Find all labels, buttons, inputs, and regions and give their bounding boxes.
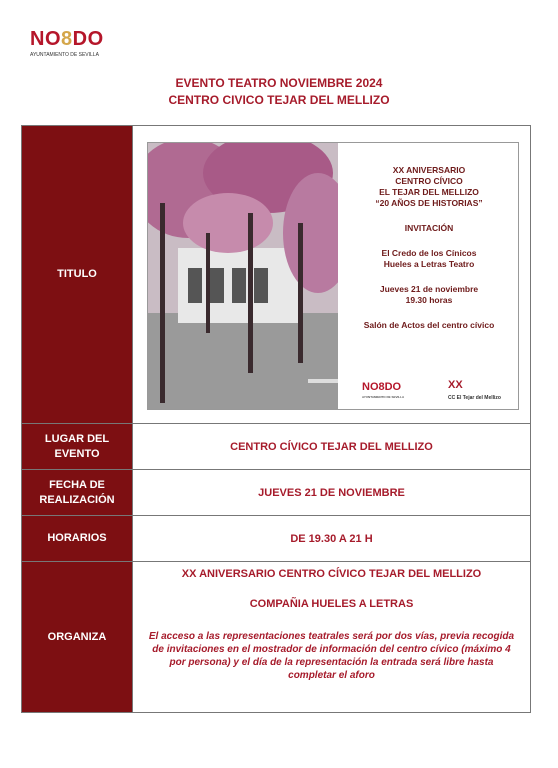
logo-part-b: DO	[72, 28, 104, 50]
label-line: EVENTO	[54, 447, 100, 460]
event-table	[21, 125, 531, 713]
organizer-line-2: COMPAÑIA HUELES A LETRAS	[249, 598, 414, 610]
poster-line: XX ANIVERSARIO	[392, 165, 466, 175]
logo-wordmark	[30, 28, 140, 50]
value-horarios: DE 19.30 A 21 H	[133, 516, 531, 562]
poster-logo-subtitle: AYUNTAMIENTO DE SEVILLA	[362, 395, 405, 399]
poster-line: EL TEJAR DEL MELLIZO	[379, 187, 479, 197]
poster-line: “20 AÑOS DE HISTORIAS”	[375, 198, 483, 208]
poster-time: 19.30 horas	[405, 295, 453, 305]
row-fecha	[22, 470, 531, 516]
poster-photo	[148, 143, 338, 409]
page-title-line1: EVENTO TEATRO NOVIEMBRE 2024	[175, 76, 383, 90]
poster-date: Jueves 21 de noviembre	[379, 284, 479, 294]
event-poster	[147, 142, 519, 410]
poster-text	[340, 143, 518, 331]
poster-line: CENTRO CÍVICO	[395, 176, 463, 186]
label-fecha	[22, 470, 133, 516]
label-horarios: HORARIOS	[22, 516, 133, 562]
poster-venue: Salón de Actos del centro cívico	[363, 320, 495, 330]
logo-eight: 8	[61, 28, 73, 50]
row-organiza	[22, 562, 531, 713]
poster-cell	[133, 126, 531, 424]
organizer-line-1: XX ANIVERSARIO CENTRO CÍVICO TEJAR DEL MELLIZO	[181, 568, 482, 580]
label-organiza: ORGANIZA	[22, 562, 133, 713]
poster-invitation: INVITACIÓN	[404, 223, 454, 233]
label-titulo: TITULO	[22, 126, 133, 424]
logo-subtitle: AYUNTAMIENTO DE SEVILLA	[30, 52, 99, 58]
logo-part-a: NO	[30, 28, 61, 50]
row-lugar	[22, 424, 531, 470]
anniversary-subtitle: CC El Tejar del Mellizo	[448, 395, 501, 401]
row-horarios	[22, 516, 531, 562]
seville-logo	[30, 28, 140, 58]
value-lugar: CENTRO CÍVICO TEJAR DEL MELLIZO	[133, 424, 531, 470]
label-line: FECHA DE	[49, 478, 105, 491]
poster-logo: NO8DO	[362, 381, 402, 393]
value-fecha: JUEVES 21 DE NOVIEMBRE	[133, 470, 531, 516]
label-line: REALIZACIÓN	[39, 493, 115, 506]
value-organiza	[133, 562, 531, 713]
poster-play-title: El Credo de los Cínicos	[381, 248, 477, 258]
access-note: El acceso a las representaciones teatrales será por dos vías, previa recogida de invitaciones en el mostrador de información del centro cívico (máximo 4 por persona) y el día de la representación la entrada será libre hasta completar el aforo	[148, 631, 515, 681]
poster-company: Hueles a Letras Teatro	[383, 259, 475, 269]
anniversary-mark: XX	[448, 379, 463, 391]
label-line: LUGAR DEL	[44, 432, 110, 445]
page-title-line2: CENTRO CIVICO TEJAR DEL MELLIZO	[168, 93, 390, 107]
label-lugar	[22, 424, 133, 470]
row-titulo	[22, 126, 531, 424]
